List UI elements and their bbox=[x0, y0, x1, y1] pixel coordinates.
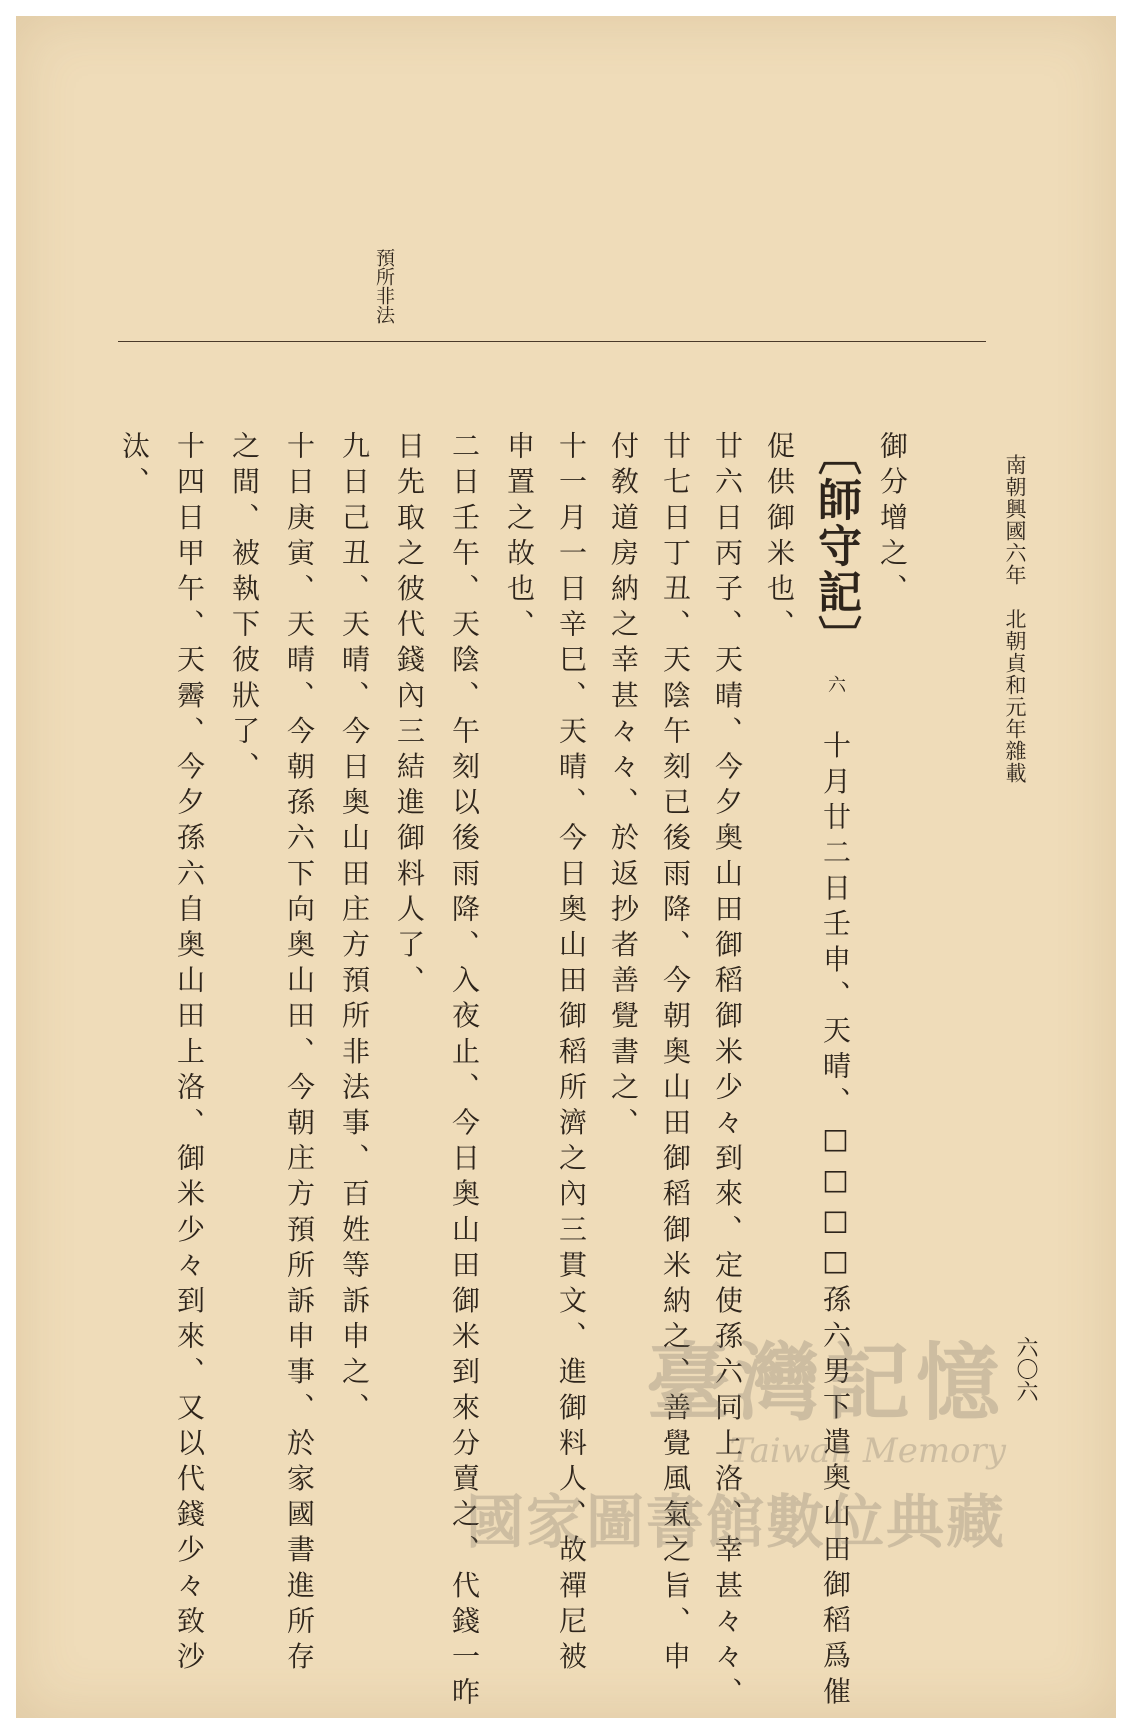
text-column: 九日己丑、天晴、今日奥山田庄方預所非法事、百姓等訴申之、 bbox=[338, 431, 371, 1428]
watermark-english: Taiwan Memory bbox=[729, 1431, 1006, 1471]
text-column: 申置之故也、 bbox=[503, 431, 536, 645]
header-rule bbox=[118, 341, 986, 342]
text-column: 汰、 bbox=[118, 431, 151, 503]
text-column-rest: 十月廿二日壬申、天晴、□□□□孫六男下遣奥山田御稻爲催 bbox=[819, 730, 852, 1712]
text-column bbox=[810, 431, 861, 1712]
source-mark: 〔師守記〕 bbox=[810, 431, 861, 661]
text-column: 十一月一日辛巳、天晴、今日奥山田御稻所濟之內三貫文、進御料人、故禪尼被 bbox=[555, 431, 588, 1677]
text-column: 付敎道房納之幸甚々々、於返抄者善覺書之、 bbox=[607, 431, 640, 1143]
text-column: 十日庚寅、天晴、今朝孫六下向奥山田、今朝庄方預所訴申事、於家國書進所存 bbox=[283, 431, 316, 1677]
margin-note: 預所非法 bbox=[373, 248, 395, 324]
page-number: 六〇六 bbox=[1013, 1336, 1038, 1402]
text-column: 二日壬午、天陰、午刻以後雨降、入夜止、今日奥山田御米到來分賣之、代錢一昨 bbox=[448, 431, 481, 1713]
source-superscript: 六 bbox=[825, 675, 846, 701]
text-column: 促供御米也、 bbox=[763, 431, 796, 645]
watermark-title: 臺灣記憶 bbox=[645, 1333, 1006, 1432]
text-column: 御分增之、 bbox=[876, 431, 909, 609]
text-column: 之間、被執下彼狀了、 bbox=[228, 431, 261, 787]
text-column: 日先取之彼代錢內三結進御料人了、 bbox=[393, 431, 426, 1001]
text-column: 十四日甲午、天霽、今夕孫六自奥山田上洛、御米少々到來、又以代錢少々致沙 bbox=[173, 431, 206, 1677]
watermark-subtitle: 國家圖書館數位典藏 bbox=[465, 1488, 1006, 1556]
document-page bbox=[16, 16, 1116, 1718]
text-column: 廿七日丁丑、天陰午刻已後雨降、今朝奥山田御稻御米納之、善覺風氣之旨、申 bbox=[659, 431, 692, 1677]
text-column: 廿六日丙子、天晴、今夕奥山田御稻御米少々到來、定使孫六同上洛、幸甚々々、 bbox=[711, 431, 744, 1713]
running-header: 南朝興國六年 北朝貞和元年雜載 bbox=[1003, 454, 1027, 784]
